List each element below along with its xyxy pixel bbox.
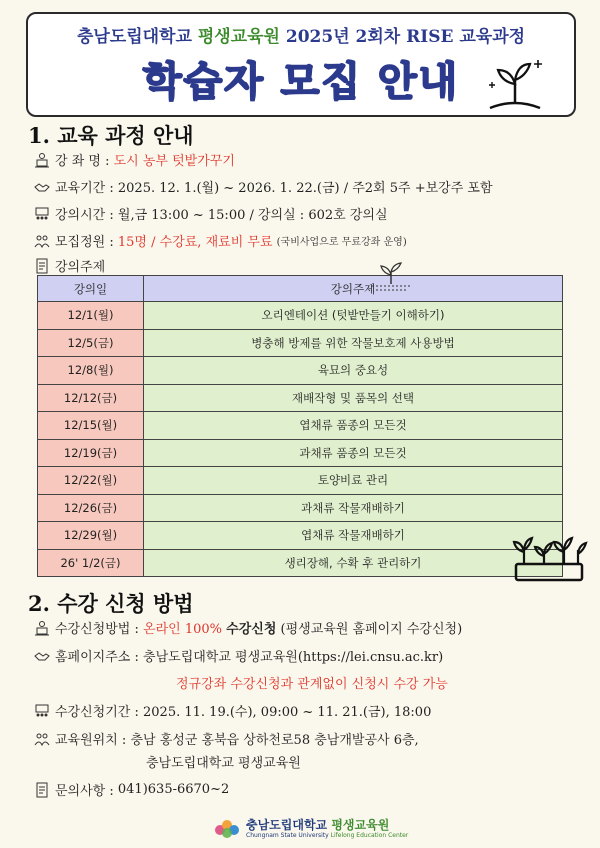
sprout-icon bbox=[482, 54, 548, 116]
lecture-date-cell: 26' 1/2(금) bbox=[38, 549, 144, 577]
method-bold: 수강신청 bbox=[226, 622, 277, 637]
seedling-icon bbox=[368, 260, 414, 296]
topics-row bbox=[34, 256, 105, 275]
capacity-note: (국비사업으로 무료강좌 운영) bbox=[276, 237, 407, 248]
lecture-date-cell: 12/12(금) bbox=[38, 384, 144, 412]
lecture-topic-cell: 과채류 품종의 모든것 bbox=[144, 439, 563, 467]
homepage-label: 홈페이지주소 : bbox=[55, 650, 139, 665]
contact-value: 041)635-6670~2 bbox=[117, 782, 230, 797]
section-apply-title: 2. 수강 신청 방법 bbox=[28, 591, 194, 616]
footer-institute-en: Lifelong Education Center bbox=[330, 832, 409, 839]
header-banner bbox=[26, 12, 576, 117]
handshake-icon bbox=[34, 179, 50, 195]
program-name: 2025년 2회차 RISE 교육과정 bbox=[285, 27, 526, 47]
university-name: 충남도립대학교 bbox=[76, 27, 192, 47]
document-icon bbox=[34, 258, 50, 274]
lecture-topic-cell: 엽채류 품종의 모든것 bbox=[144, 412, 563, 440]
capacity-value: 15명 / 수강료, 재료비 무료 bbox=[117, 235, 273, 250]
table-row bbox=[38, 522, 563, 550]
lecture-topic-cell: 생리장해, 수확 후 관리하기 bbox=[144, 549, 563, 577]
footer-institute-ko: 평생교육원 bbox=[331, 818, 390, 832]
classroom-icon bbox=[34, 703, 50, 719]
course-name-label: 강 좌 명 : bbox=[55, 154, 110, 169]
people-icon bbox=[34, 731, 50, 747]
table-row bbox=[38, 302, 563, 330]
location-row bbox=[34, 729, 419, 748]
time-row bbox=[34, 204, 388, 223]
col-header-topic bbox=[144, 276, 563, 302]
location-line1: 충남 홍성군 홍북읍 상하천로58 충남개발공사 6층, bbox=[130, 733, 419, 748]
lecture-date-cell: 12/15(월) bbox=[38, 412, 144, 440]
lecture-topic-cell: 과채류 작물재배하기 bbox=[144, 494, 563, 522]
document-icon bbox=[34, 782, 50, 798]
table-row bbox=[38, 329, 563, 357]
method-rest: (평생교육원 홈페이지 수강신청) bbox=[280, 622, 463, 637]
location-row-2 bbox=[146, 752, 301, 771]
lecture-date-cell: 12/5(금) bbox=[38, 329, 144, 357]
university-logo-icon bbox=[212, 818, 242, 840]
topics-label: 강의주제 bbox=[55, 260, 106, 275]
col-header-date: 강의일 bbox=[38, 276, 144, 302]
footer-logo bbox=[212, 818, 408, 840]
lecture-date-cell: 12/19(금) bbox=[38, 439, 144, 467]
header-subtitle bbox=[28, 22, 574, 47]
notice-text: 정규강좌 수강신청과 관계없이 신청시 수강 가능 bbox=[176, 677, 448, 692]
teacher-icon bbox=[34, 620, 50, 636]
section-course-title: 1. 교육 과정 안내 bbox=[28, 123, 194, 148]
lecture-topic-cell: 토양비료 관리 bbox=[144, 467, 563, 495]
institute-name: 평생교육원 bbox=[197, 27, 280, 47]
apply-period-value: 2025. 11. 19.(수), 09:00 ~ 11. 21.(금), 18:00 bbox=[143, 705, 432, 720]
page-title: 학습자 모집 안내 bbox=[142, 59, 460, 105]
table-row bbox=[38, 384, 563, 412]
planter-icon bbox=[510, 528, 588, 586]
course-name-value: 도시 농부 텃밭가꾸기 bbox=[113, 154, 235, 169]
contact-row bbox=[34, 780, 229, 799]
capacity-label: 모집정원 : bbox=[55, 235, 114, 250]
lecture-date-cell: 12/29(월) bbox=[38, 522, 144, 550]
col-header-topic-label: 강의주제 bbox=[330, 281, 376, 296]
table-row bbox=[38, 357, 563, 385]
location-label: 교육원위치 : bbox=[55, 733, 127, 748]
table-row bbox=[38, 439, 563, 467]
lecture-date-cell: 12/1(월) bbox=[38, 302, 144, 330]
lecture-date-cell: 12/8(월) bbox=[38, 357, 144, 385]
apply-period-row bbox=[34, 701, 431, 720]
lecture-topic-cell: 오리엔테이션 (텃밭만들기 이해하기) bbox=[144, 302, 563, 330]
method-highlight: 온라인 100% bbox=[143, 622, 222, 637]
lecture-topic-cell: 병충해 방제를 위한 작물보호제 사용방법 bbox=[144, 329, 563, 357]
contact-label: 문의사항 : bbox=[55, 784, 114, 799]
method-row bbox=[34, 618, 462, 637]
notice-row bbox=[176, 673, 448, 692]
method-label: 수강신청방법 : bbox=[55, 622, 139, 637]
table-row bbox=[38, 549, 563, 577]
footer-name-ko: 충남도립대학교 bbox=[246, 818, 328, 832]
table-row bbox=[38, 494, 563, 522]
apply-period-label: 수강신청기간 : bbox=[55, 705, 139, 720]
footer-name-en: Chungnam State University bbox=[246, 832, 329, 839]
time-value: 월,금 13:00 ~ 15:00 / 강의실 : 602호 강의실 bbox=[117, 208, 388, 223]
period-value: 2025. 12. 1.(월) ~ 2026. 1. 22.(금) / 주2회 5주 +보강주 포함 bbox=[117, 181, 493, 196]
location-line2: 충남도립대학교 평생교육원 bbox=[146, 756, 301, 771]
lecture-topic-cell: 엽채류 작물재배하기 bbox=[144, 522, 563, 550]
lecture-topic-cell: 육묘의 중요성 bbox=[144, 357, 563, 385]
lecture-date-cell: 12/26(금) bbox=[38, 494, 144, 522]
course-table bbox=[37, 275, 563, 577]
lecture-topic-cell: 재배작형 및 품목의 선택 bbox=[144, 384, 563, 412]
table-row bbox=[38, 467, 563, 495]
homepage-value: 충남도립대학교 평생교육원(https://lei.cnsu.ac.kr) bbox=[143, 650, 444, 665]
capacity-row bbox=[34, 231, 407, 250]
handshake-icon bbox=[34, 648, 50, 664]
time-label: 강의시간 : bbox=[55, 208, 114, 223]
table-row bbox=[38, 412, 563, 440]
homepage-row bbox=[34, 646, 443, 665]
classroom-icon bbox=[34, 206, 50, 222]
lecture-date-cell: 12/22(월) bbox=[38, 467, 144, 495]
course-name-row bbox=[34, 150, 235, 169]
period-label: 교육기간 : bbox=[55, 181, 114, 196]
teacher-icon bbox=[34, 152, 50, 168]
people-icon bbox=[34, 233, 50, 249]
period-row bbox=[34, 177, 493, 196]
